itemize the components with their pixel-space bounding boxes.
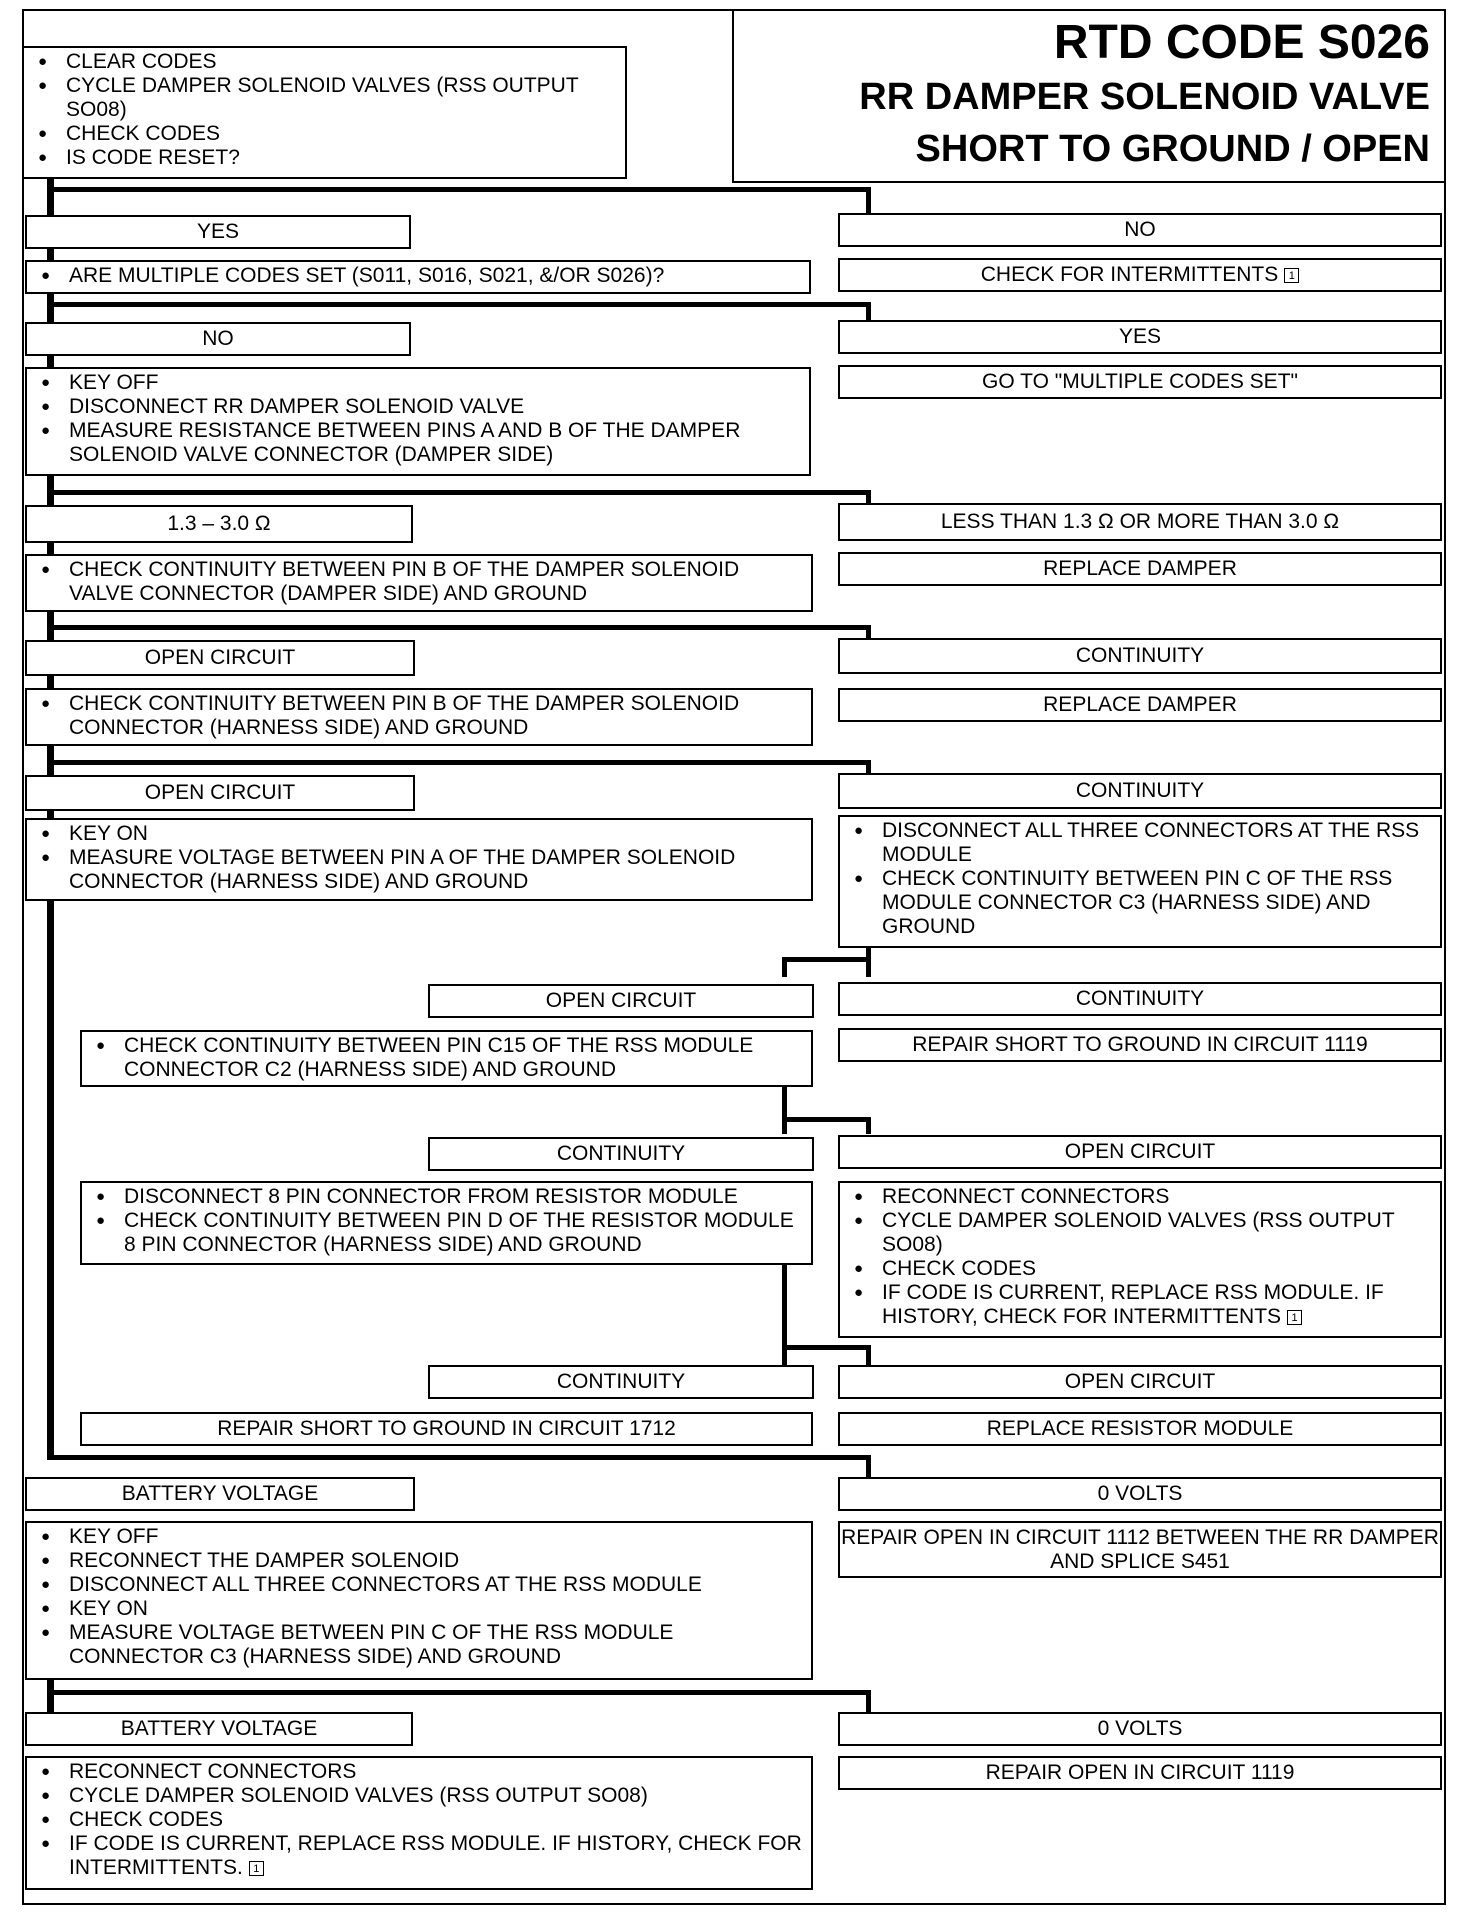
- s1-left-label: YES: [25, 215, 411, 249]
- start-item: ● CHECK CODES: [38, 122, 617, 146]
- s4-left-item: ● CHECK CONTINUITY BETWEEN PIN B OF THE DAMPER SOLENOID CONNECTOR (HARNESS SIDE) AND GROUND: [41, 692, 803, 740]
- s4-left-label: OPEN CIRCUIT: [25, 640, 415, 676]
- s5-right-label: CONTINUITY: [838, 773, 1442, 809]
- s7-right-item: [854, 1281, 1432, 1329]
- s4-right-box: REPLACE DAMPER: [838, 688, 1442, 722]
- s7-right-box: [838, 1181, 1442, 1338]
- s10-left-item: ● CHECK CODES: [41, 1808, 803, 1832]
- info-icon: 1: [1284, 268, 1299, 283]
- branch-drop-2: [866, 302, 871, 322]
- s5-left-box: [25, 818, 813, 901]
- s4-right-label: CONTINUITY: [838, 638, 1442, 674]
- s10-left-box: [25, 1756, 813, 1890]
- s8-left-box: REPAIR SHORT TO GROUND IN CIRCUIT 1712: [80, 1412, 813, 1446]
- s7-left-item: ● DISCONNECT 8 PIN CONNECTOR FROM RESISTOR MODULE: [96, 1185, 803, 1209]
- s3-left-item: ● CHECK CONTINUITY BETWEEN PIN B OF THE DAMPER SOLENOID VALVE CONNECTOR (DAMPER SIDE) AND GROUND: [41, 558, 803, 606]
- branch-line-3: [47, 490, 871, 495]
- s3-left-box: [25, 554, 813, 612]
- s9-left-item: ● MEASURE VOLTAGE BETWEEN PIN C OF THE RSS MODULE CONNECTOR C3 (HARNESS SIDE) AND GROUND: [41, 1621, 803, 1669]
- subtree-line-h: [782, 1345, 871, 1350]
- s6-left-label: OPEN CIRCUIT: [428, 984, 814, 1018]
- s9-left-item: ● KEY ON: [41, 1597, 803, 1621]
- s10-right-box: REPAIR OPEN IN CIRCUIT 1119: [838, 1756, 1442, 1790]
- s9-left-item: ● DISCONNECT ALL THREE CONNECTORS AT THE RSS MODULE: [41, 1573, 803, 1597]
- s10-left-item: [41, 1832, 803, 1880]
- s7-right-label: OPEN CIRCUIT: [838, 1135, 1442, 1169]
- s5-right-item: ● DISCONNECT ALL THREE CONNECTORS AT THE RSS MODULE: [854, 819, 1432, 867]
- s8-right-label: OPEN CIRCUIT: [838, 1365, 1442, 1399]
- subtree-line-a: [866, 947, 871, 977]
- s5-left-item: ● KEY ON: [41, 822, 803, 846]
- s8-right-box: REPLACE RESISTOR MODULE: [838, 1412, 1442, 1446]
- title-line-2: SHORT TO GROUND / OPEN: [915, 128, 1430, 170]
- s6-right-box: REPAIR SHORT TO GROUND IN CIRCUIT 1119: [838, 1028, 1442, 1062]
- s7-right-item: ● CYCLE DAMPER SOLENOID VALVES (RSS OUTPUT SO08): [854, 1209, 1432, 1257]
- s2-left-item: ● DISCONNECT RR DAMPER SOLENOID VALVE: [41, 395, 801, 419]
- title-line-1: RR DAMPER SOLENOID VALVE: [859, 76, 1430, 118]
- s6-right-label: CONTINUITY: [838, 982, 1442, 1016]
- s9-left-box: [25, 1521, 813, 1680]
- s2-left-box: [25, 367, 811, 476]
- start-item: ● IS CODE RESET?: [38, 146, 617, 170]
- subtree-line-d: [782, 1082, 787, 1134]
- subtree-line-f: [866, 1117, 871, 1134]
- subtree-line-e: [782, 1117, 871, 1122]
- s5-right-box: [838, 815, 1442, 948]
- s3-right-box: REPLACE DAMPER: [838, 552, 1442, 586]
- s10-left-label: BATTERY VOLTAGE: [25, 1712, 413, 1746]
- s1-right-text: CHECK FOR INTERMITTENTS: [980, 263, 1279, 286]
- branch-drop-10: [866, 1690, 871, 1712]
- subtree-line-b: [782, 957, 871, 962]
- s4-left-box: [25, 688, 813, 746]
- s7-left-item: ● CHECK CONTINUITY BETWEEN PIN D OF THE RESISTOR MODULE 8 PIN CONNECTOR (HARNESS SIDE) AND GROUND: [96, 1209, 803, 1257]
- branch-line-1: [47, 187, 871, 192]
- s5-left-label: OPEN CIRCUIT: [25, 775, 415, 811]
- s2-left-item: ● KEY OFF: [41, 371, 801, 395]
- s5-left-item: ● MEASURE VOLTAGE BETWEEN PIN A OF THE DAMPER SOLENOID CONNECTOR (HARNESS SIDE) AND GROUND: [41, 846, 803, 894]
- s5-right-item: ● CHECK CONTINUITY BETWEEN PIN C OF THE RSS MODULE CONNECTOR C3 (HARNESS SIDE) AND GROUND: [854, 867, 1432, 939]
- info-icon: 1: [1287, 1310, 1302, 1325]
- s2-left-item: ● MEASURE RESISTANCE BETWEEN PINS A AND B OF THE DAMPER SOLENOID VALVE CONNECTOR (DAMPER SIDE): [41, 419, 801, 467]
- s2-right-label: YES: [838, 320, 1442, 354]
- s10-left-item: ● CYCLE DAMPER SOLENOID VALVES (RSS OUTPUT SO08): [41, 1784, 803, 1808]
- code-title: RTD CODE S026: [1053, 16, 1430, 69]
- s7-right-item: ● RECONNECT CONNECTORS: [854, 1185, 1432, 1209]
- s7-left-label: CONTINUITY: [428, 1137, 814, 1171]
- s10-left-item: ● RECONNECT CONNECTORS: [41, 1760, 803, 1784]
- subtree-line-c: [782, 957, 787, 977]
- subtree-line-i: [866, 1345, 871, 1365]
- s6-left-item: ● CHECK CONTINUITY BETWEEN PIN C15 OF THE RSS MODULE CONNECTOR C2 (HARNESS SIDE) AND GROUND: [96, 1034, 803, 1082]
- branch-line-10: [47, 1690, 871, 1695]
- s1-left-box: [25, 260, 811, 294]
- s1-left-item: ● ARE MULTIPLE CODES SET (S011, S016, S021, &/OR S026)?: [41, 264, 801, 288]
- s9-right-label: 0 VOLTS: [838, 1477, 1442, 1511]
- start-item: ● CLEAR CODES: [38, 50, 617, 74]
- start-item: ● CYCLE DAMPER SOLENOID VALVES (RSS OUTPUT SO08): [38, 74, 617, 122]
- s9-left-item: ● RECONNECT THE DAMPER SOLENOID: [41, 1549, 803, 1573]
- title-block: [732, 9, 1446, 183]
- s7-left-box: [80, 1181, 813, 1265]
- branch-line-9: [47, 1455, 871, 1460]
- s8-left-label: CONTINUITY: [428, 1365, 814, 1399]
- s2-right-box: GO TO "MULTIPLE CODES SET": [838, 365, 1442, 399]
- s7-right-item-text: IF CODE IS CURRENT, REPLACE RSS MODULE. IF HISTORY, CHECK FOR INTERMITTENTS: [882, 1281, 1384, 1328]
- s9-right-box: REPAIR OPEN IN CIRCUIT 1112 BETWEEN THE RR DAMPER AND SPLICE S451: [838, 1521, 1442, 1578]
- branch-line-4: [47, 625, 871, 630]
- lower-trunk-line: [47, 1680, 54, 1715]
- s7-right-item: ● CHECK CODES: [854, 1257, 1432, 1281]
- s10-left-item-text: IF CODE IS CURRENT, REPLACE RSS MODULE. IF HISTORY, CHECK FOR INTERMITTENTS.: [69, 1832, 802, 1879]
- branch-drop-9: [866, 1455, 871, 1477]
- branch-line-5: [47, 760, 871, 765]
- branch-line-2: [47, 302, 871, 307]
- s6-left-box: [80, 1030, 813, 1087]
- s3-left-label: 1.3 – 3.0 Ω: [25, 505, 413, 543]
- info-icon: 1: [249, 1861, 264, 1876]
- branch-drop-1: [866, 187, 871, 215]
- s3-right-label: LESS THAN 1.3 Ω OR MORE THAN 3.0 Ω: [838, 503, 1442, 541]
- s9-left-item: ● KEY OFF: [41, 1525, 803, 1549]
- s2-left-label: NO: [25, 322, 411, 356]
- s9-left-label: BATTERY VOLTAGE: [25, 1477, 415, 1511]
- start-box: [22, 46, 627, 179]
- s10-right-label: 0 VOLTS: [838, 1712, 1442, 1746]
- s1-right-label: NO: [838, 213, 1442, 247]
- s1-right-box: [838, 258, 1442, 292]
